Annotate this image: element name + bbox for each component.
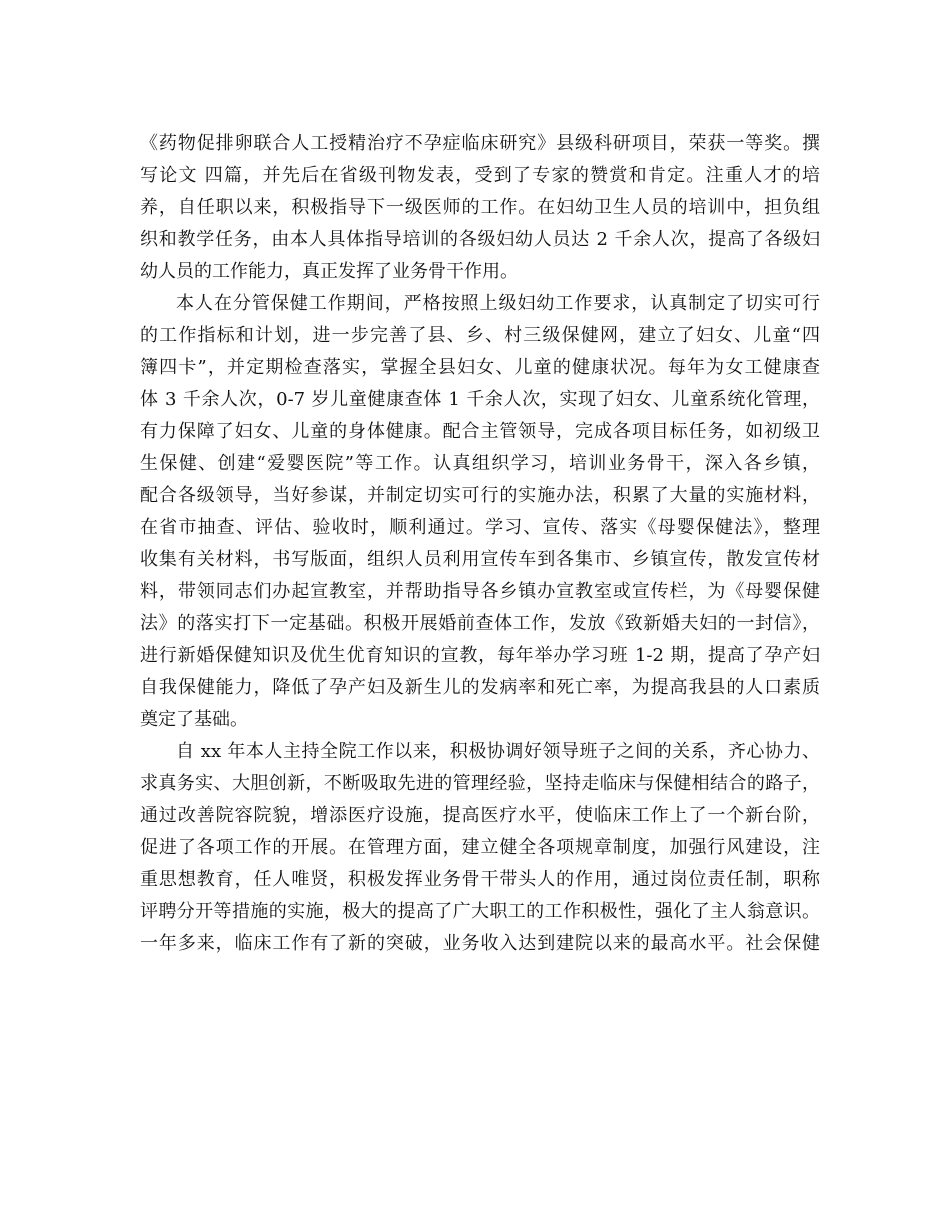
text-line: 养，自任职以来，积极指导下一级医师的工作。在妇幼卫生人员的培训中，担负组 [140, 197, 820, 218]
text-line: 评聘分开等措施的实施，极大的提高了广大职工的工作积极性，强化了主人翁意识。 [140, 901, 820, 922]
text-line: 重思想教育，任人唯贤，积极发挥业务骨干带头人的作用，通过岗位责任制，职称 [140, 869, 820, 890]
paragraph-p3 [140, 736, 820, 960]
text-line: 料，带领同志们办起宣教室，并帮助指导各乡镇办宣教室或宣传栏，为《母婴保健 [140, 581, 820, 602]
text-line: 通过改善院容院貌，增添医疗设施，提高医疗水平，使临床工作上了一个新台阶， [140, 805, 820, 826]
text-line: 自 xx 年本人主持全院工作以来，积极协调好领导班子之间的关系，齐心协力、 [176, 741, 820, 762]
text-line: 在省市抽查、评估、验收时，顺利通过。学习、宣传、落实《母婴保健法》，整理 [140, 517, 820, 538]
text-line: 的工作指标和计划，进一步完善了县、乡、村三级保健网，建立了妇女、儿童“四 [140, 325, 820, 346]
text-line: 进行新婚保健知识及优生优育知识的宣教，每年举办学习班 1-2 期，提高了孕产妇 [140, 645, 820, 666]
document-body [140, 128, 820, 960]
text-line: 簿四卡”，并定期检查落实，掌握全县妇女、儿童的健康状况。每年为女工健康查 [140, 357, 820, 378]
text-line: 自我保健能力，降低了孕产妇及新生儿的发病率和死亡率，为提高我县的人口素质 [140, 677, 820, 698]
text-line: 幼人员的工作能力，真正发挥了业务骨干作用。 [140, 261, 518, 282]
text-line: 收集有关材料，书写版面，组织人员利用宣传车到各集市、乡镇宣传，散发宣传材 [140, 549, 820, 570]
text-line: 生保健、创建“爱婴医院”等工作。认真组织学习，培训业务骨干，深入各乡镇， [140, 453, 820, 474]
text-line: 一年多来，临床工作有了新的突破，业务收入达到建院以来的最高水平。社会保健 [140, 933, 820, 954]
text-line: 有力保障了妇女、儿童的身体健康。配合主管领导，完成各项目标任务，如初级卫 [140, 421, 820, 442]
text-line: 奠定了基础。 [140, 709, 248, 730]
text-line: 法》的落实打下一定基础。积极开展婚前查体工作，发放《致新婚夫妇的一封信》， [140, 613, 820, 634]
text-line: 配合各级领导，当好参谋，并制定切实可行的实施办法，积累了大量的实施材料， [140, 485, 820, 506]
text-line: 写论文 四篇，并先后在省级刊物发表，受到了专家的赞赏和肯定。注重人才的培 [140, 165, 820, 186]
paragraph-p1 [140, 128, 820, 288]
text-line: 求真务实、大胆创新，不断吸取先进的管理经验，坚持走临床与保健相结合的路子， [140, 773, 820, 794]
text-line: 《药物促排卵联合人工授精治疗不孕症临床研究》县级科研项目，荣获一等奖。撰 [140, 133, 820, 154]
text-line: 织和教学任务，由本人具体指导培训的各级妇幼人员达 2 千余人次，提高了各级妇 [140, 229, 820, 250]
paragraph-p2 [140, 288, 820, 736]
text-line: 促进了各项工作的开展。在管理方面，建立健全各项规章制度，加强行风建设，注 [140, 837, 820, 858]
text-line: 体 3 千余人次，0-7 岁儿童健康查体 1 千余人次，实现了妇女、儿童系统化管理， [140, 389, 820, 410]
text-line: 本人在分管保健工作期间，严格按照上级妇幼工作要求，认真制定了切实可行 [176, 293, 820, 314]
